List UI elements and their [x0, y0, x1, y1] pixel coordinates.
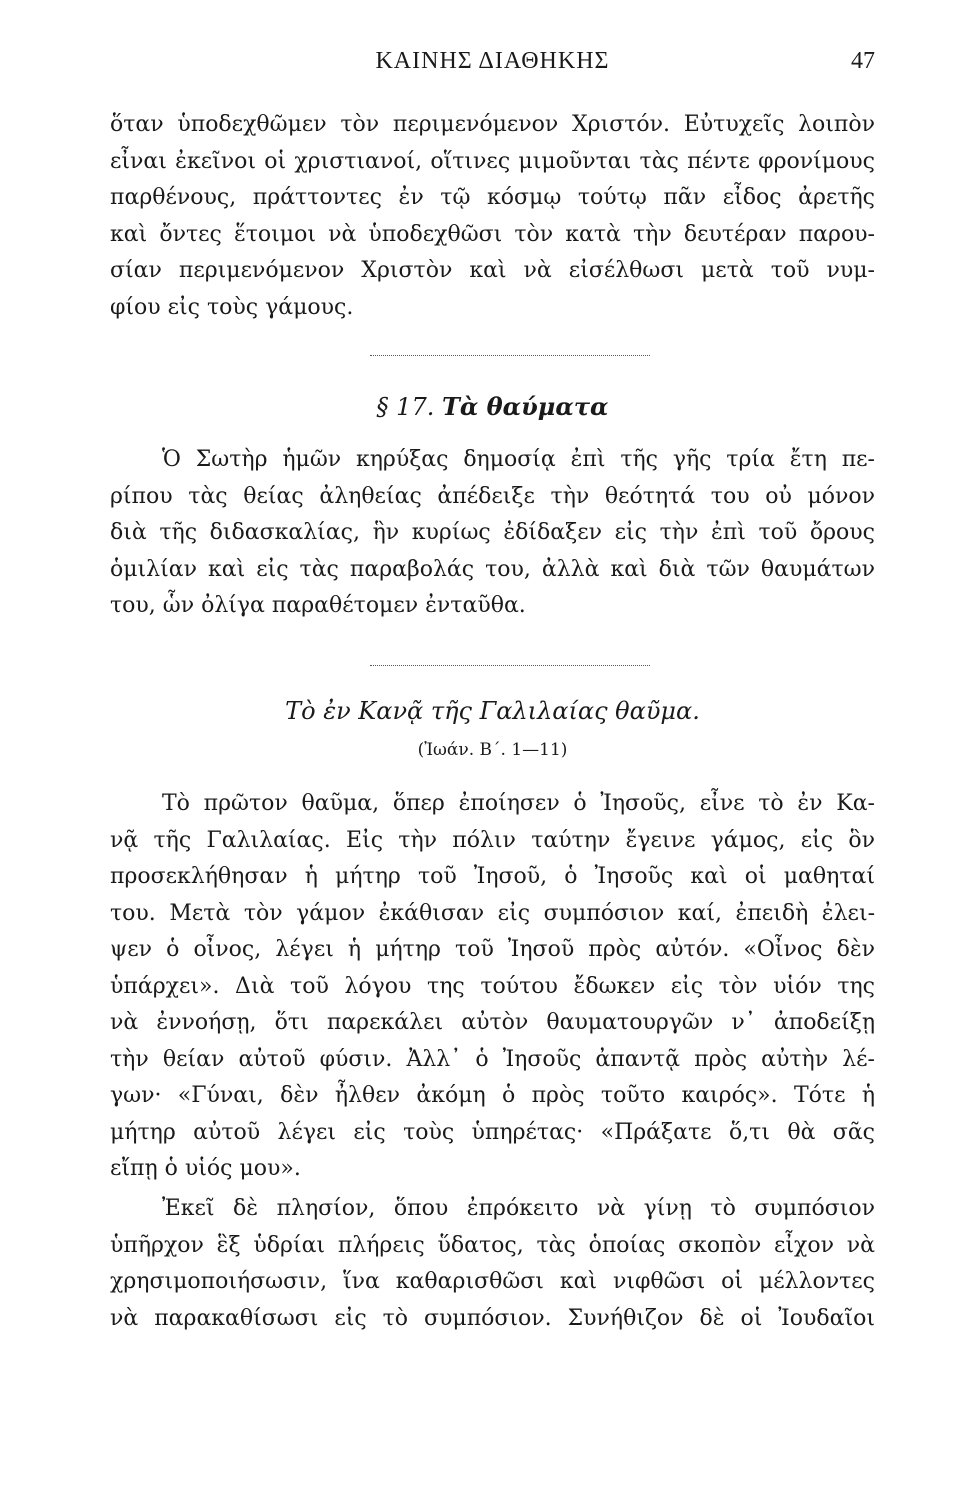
running-title: ΚΑΙΝΗΣ ΔΙΑΘΗΚΗΣ — [375, 48, 610, 74]
text-line: Τὸ πρῶτον θαῦμα, ὅπερ ἐποίησεν ὁ Ἰησοῦς, εἶνε τὸ ἐν Κα- — [162, 791, 875, 816]
text-line: Ὁ Σωτὴρ ἡμῶν κηρύξας δημοσίᾳ ἐπὶ τῆς γῆς τρία ἔτη πε- — [162, 447, 875, 472]
paragraph-4 — [110, 1191, 875, 1337]
text-line: Ἐκεῖ δὲ πλησίον, ὅπου ἐπρόκειτο νὰ γίνῃ τὸ συμπόσιον — [162, 1196, 875, 1221]
paragraph-3 — [110, 786, 875, 1188]
text-line: διὰ τῆς διδασκαλίας, ἣν κυρίως ἐδίδαξεν εἰς τὴν ἐπὶ τοῦ ὄρους — [110, 520, 875, 545]
text-line: νὰ παρακαθίσωσι εἰς τὸ συμπόσιον. Συνήθιζον δὲ οἱ Ἰουδαῖοι — [110, 1305, 875, 1331]
paragraph-1 — [110, 107, 875, 326]
text-line: σίαν περιμενόμενον Χριστὸν καὶ νὰ εἰσέλθωσι μετὰ τοῦ νυμ- — [110, 258, 875, 283]
text-line: ρίπου τὰς θείας ἀληθείας ἀπέδειξε τὴν θεότητά του οὐ μόνον — [110, 483, 875, 509]
text-line: χρησιμοποιήσωσιν, ἵνα καθαρισθῶσι καὶ νιφθῶσι οἱ μέλλοντες — [110, 1269, 875, 1294]
text-line: νᾷ τῆς Γαλιλαίας. Εἰς τὴν πόλιν ταύτην ἔγεινε γάμος, εἰς ὃν — [110, 827, 875, 853]
running-head — [110, 48, 875, 84]
text-line: του, ὧν ὀλίγα παραθέτομεν ἐνταῦθα. — [110, 593, 526, 618]
text-line: προσεκλήθησαν ἡ μήτηρ τοῦ Ἰησοῦ, ὁ Ἰησοῦς καὶ οἱ μαθηταί — [110, 864, 875, 889]
section-title: Τὰ θαύματα — [441, 392, 609, 421]
text-line: παρθένους, πράττοντες ἐν τῷ κόσμῳ τούτῳ πᾶν εἶδος ἀρετῆς — [110, 185, 875, 210]
section-number: § 17. — [376, 393, 435, 421]
divider-ornament — [370, 355, 650, 356]
miracle-heading: Τὸ ἐν Κανᾷ τῆς Γαλιλαίας θαῦμα. — [285, 697, 700, 725]
text-line: ὁμιλίαν καὶ εἰς τὰς παραβολάς του, ἀλλὰ καὶ διὰ τῶν θαυμάτων — [110, 556, 875, 582]
text-line: ὅταν ὑποδεχθῶμεν τὸν περιμενόμενον Χριστόν. Εὐτυχεῖς λοιπὸν — [110, 112, 875, 137]
text-line: ὑπάρχει». Διὰ τοῦ λόγου της τούτου ἔδωκεν εἰς τὸν υἱόν της — [110, 973, 875, 999]
page-number: 47 — [851, 48, 875, 74]
paragraph-2 — [110, 442, 875, 625]
text-line: τὴν θείαν αὐτοῦ φύσιν. Ἀλλ᾿ ὁ Ἰησοῦς ἀπαντᾷ πρὸς αὐτὴν λέ- — [110, 1046, 875, 1072]
text-line: νὰ ἐννοήσῃ, ὅτι παρεκάλει αὐτὸν θαυματουργῶν ν᾿ ἀποδείξῃ — [110, 1010, 875, 1035]
text-line: μήτηρ αὐτοῦ λέγει εἰς τοὺς ὑπηρέτας· «Πράξατε ὅ,τι θὰ σᾶς — [110, 1119, 875, 1145]
scripture-reference: (Ἰωάν. Β΄. 1—11) — [417, 740, 568, 760]
divider-ornament — [370, 665, 650, 666]
section-heading — [110, 392, 875, 421]
text-line: καὶ ὄντες ἕτοιμοι νὰ ὑποδεχθῶσι τὸν κατὰ τὴν δευτέραν παρου- — [110, 221, 875, 247]
text-line: εἴπῃ ὁ υἱός μου». — [110, 1156, 301, 1181]
text-line: φίου εἰς τοὺς γάμους. — [110, 294, 354, 320]
text-line: ψεν ὁ οἶνος, λέγει ἡ μήτηρ τοῦ Ἰησοῦ πρὸς αὐτόν. «Οἶνος δὲν — [110, 937, 875, 962]
text-line: του. Μετὰ τὸν γάμον ἐκάθισαν εἰς συμπόσιον καί, ἐπειδὴ ἐλει- — [110, 900, 875, 926]
text-line: εἶναι ἐκεῖνοι οἱ χριστιανοί, οἵτινες μιμοῦνται τὰς πέντε φρονίμους — [110, 148, 875, 174]
text-line: ὑπῆρχον ἓξ ὑδρίαι πλήρεις ὕδατος, τὰς ὁποίας σκοπὸν εἶχον νὰ — [110, 1232, 875, 1258]
text-line: γων· «Γύναι, δὲν ἦλθεν ἀκόμη ὁ πρὸς τοῦτο καιρός». Τότε ἡ — [110, 1083, 875, 1108]
